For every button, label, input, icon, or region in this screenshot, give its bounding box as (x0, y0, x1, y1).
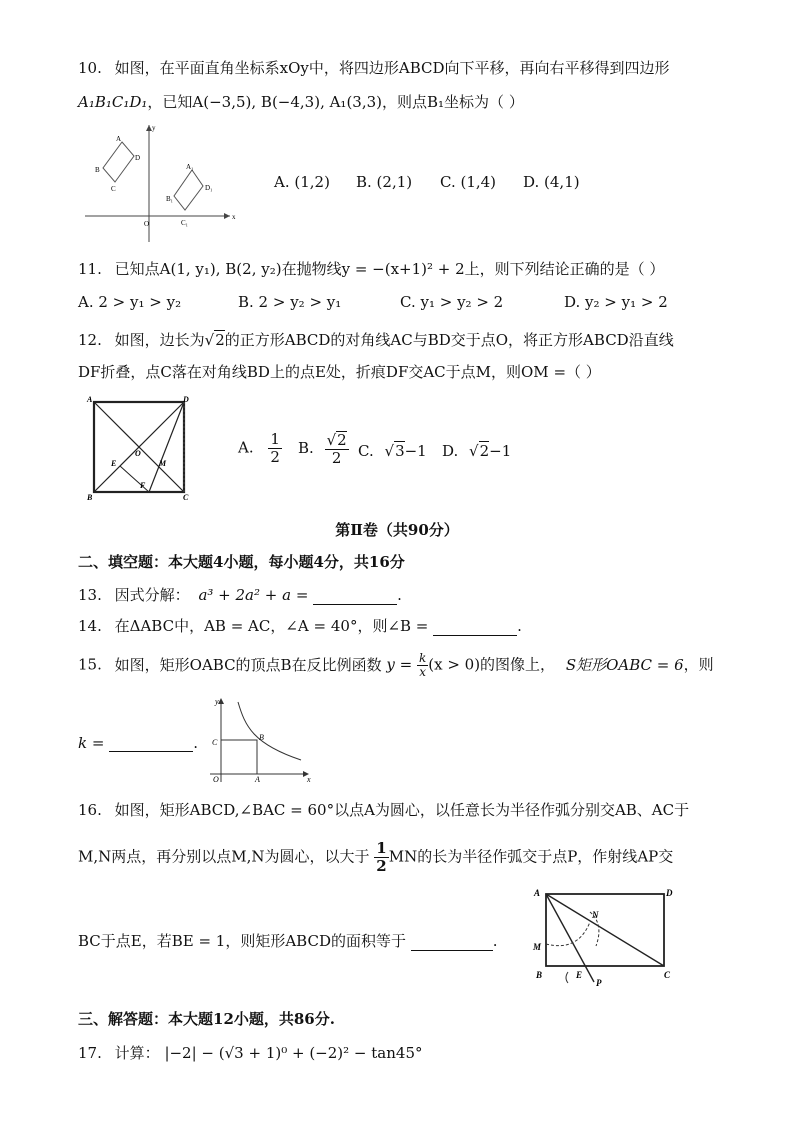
q12-label-o: O (135, 449, 141, 458)
q11-option-b[interactable]: B. 2 > y₂ > y₁ (238, 293, 342, 311)
q10-number: 10. (78, 59, 102, 77)
q16-label-b: B (536, 970, 543, 980)
q16-label-e: E (576, 970, 583, 980)
section3-heading: 三、解答题：本大题12小题，共86分. (78, 1010, 335, 1028)
q15-label-a: A (255, 775, 260, 784)
q10-line1 (78, 57, 670, 78)
svg-text:C₁: C₁ (181, 219, 189, 227)
section2-title: 第Ⅱ卷（共90分） (335, 521, 459, 539)
q15-answer-blank[interactable] (109, 737, 193, 752)
q12-label-a: A (87, 395, 93, 404)
q10-option-c[interactable]: C. (1,4) (440, 173, 497, 191)
q11-line (78, 258, 664, 279)
q11-option-d[interactable]: D. y₂ > y₁ > 2 (564, 293, 668, 311)
q10-line2: A₁B₁C₁D₁，已知A(−3,5), B(−4,3), A₁(3,3)，则点B₁坐标为（ ） (78, 93, 524, 111)
q16-line1: 16. 如图，矩形ABCD,∠BAC = 60°以点A为圆心，以任意长为半径作弧分别交AB、AC于 (78, 801, 690, 819)
q12-label-f: F (140, 481, 146, 490)
q15-label-x: x (307, 775, 311, 784)
q10-option-d[interactable]: D. (4,1) (523, 173, 580, 191)
q17-line: 17. 计算： |−2| − (√3 + 1)⁰ + (−2)² − tan45° (78, 1044, 423, 1062)
q12-label-d: D (183, 395, 189, 404)
q16-answer-blank[interactable] (411, 936, 493, 951)
q10-stem: 如图，在平面直角坐标系xOy中，将四边形ABCD向下平移，再向右平移得到四边形 (114, 59, 670, 77)
q14-line: 14. 在ΔABC中，AB = AC，∠A = 40°，则∠B = . (78, 617, 522, 635)
svg-text:x: x (232, 213, 236, 221)
q16-label-m: M (533, 942, 542, 952)
q15-label-b: B (259, 733, 264, 742)
q15-label-y: y (215, 697, 219, 706)
q16-label-a: A (534, 888, 541, 898)
svg-text:D: D (135, 154, 141, 162)
q12-line2: DF折叠，点C落在对角线BD上的点E处，折痕DF交AC于点M，则OM =（ ） (78, 363, 601, 381)
q15-line: 15. 如图，矩形OABC的顶点B在反比例函数 y = $\frac{k}{x}$ (x > 0)的图像上， S矩形OABC = 6，则 (78, 651, 714, 679)
section2-heading: 二、填空题：本大题4小题，每小题4分，共16分 (78, 553, 405, 571)
q11-option-c[interactable]: C. y₁ > y₂ > 2 (400, 293, 504, 311)
q16-figure (530, 884, 678, 990)
q16-line3: BC于点E，若BE = 1，则矩形ABCD的面积等于 . (78, 932, 498, 950)
q14-answer-blank[interactable] (433, 621, 517, 636)
q12-option-d[interactable]: D. √2−1 (442, 442, 512, 460)
q12-label-e: E (111, 459, 117, 468)
svg-text:A: A (116, 135, 122, 143)
q16-label-c: C (664, 970, 671, 980)
q10-option-b[interactable]: B. (2,1) (356, 173, 413, 191)
q12-label-m: M (159, 459, 167, 468)
svg-text:C: C (111, 185, 116, 193)
q16-label-n: N (592, 910, 599, 920)
q12-label-c: C (183, 493, 189, 502)
q15-answer: k = . (78, 734, 198, 752)
q11-number: 11. (78, 260, 102, 278)
q12-option-a[interactable]: A. $\frac{1}{2}$ (238, 430, 280, 466)
q12-figure (84, 392, 196, 504)
svg-text:A₁: A₁ (186, 163, 194, 171)
q12-number: 12. (78, 331, 102, 349)
q16-label-d: D (666, 888, 673, 898)
q12-label-b: B (87, 493, 93, 502)
q15-label-c: C (212, 738, 218, 747)
svg-text:O: O (144, 220, 150, 228)
svg-text:B: B (95, 166, 100, 174)
q11-option-a[interactable]: A. 2 > y₁ > y₂ (78, 293, 182, 311)
q13-answer-blank[interactable] (313, 590, 397, 605)
q16-label-p: P (596, 978, 602, 988)
q16-line2: M,N两点，再分别以点M,N为圆心，以大于 $\frac{1}{2}$ MN的长为半径作弧交于点P，作射线AP交 (78, 839, 674, 875)
q10-figure (80, 120, 240, 245)
svg-text:y: y (152, 124, 156, 132)
q12-line1: 12. 如图，边长为√2的正方形ABCD的对角线AC与BD交于点O，将正方形ABCD沿直线 (78, 331, 674, 349)
q13-line: 13. 因式分解： a³ + 2a² + a = . (78, 586, 402, 604)
q12-option-b[interactable]: B. $\frac{√2}{2}$ (298, 431, 347, 467)
q15-label-o: O (213, 775, 219, 784)
q15-figure (205, 696, 315, 784)
q11-stem: 已知点A(1, y₁), B(2, y₂)在抛物线y = −(x+1)² + 2上，则下列结论正确的是（ ） (114, 260, 665, 278)
svg-text:B₁: B₁ (166, 195, 174, 203)
q12-option-c[interactable]: C. √3−1 (358, 442, 427, 460)
q10-option-a[interactable]: A. (1,2) (274, 173, 330, 191)
svg-text:D₁: D₁ (205, 184, 213, 192)
